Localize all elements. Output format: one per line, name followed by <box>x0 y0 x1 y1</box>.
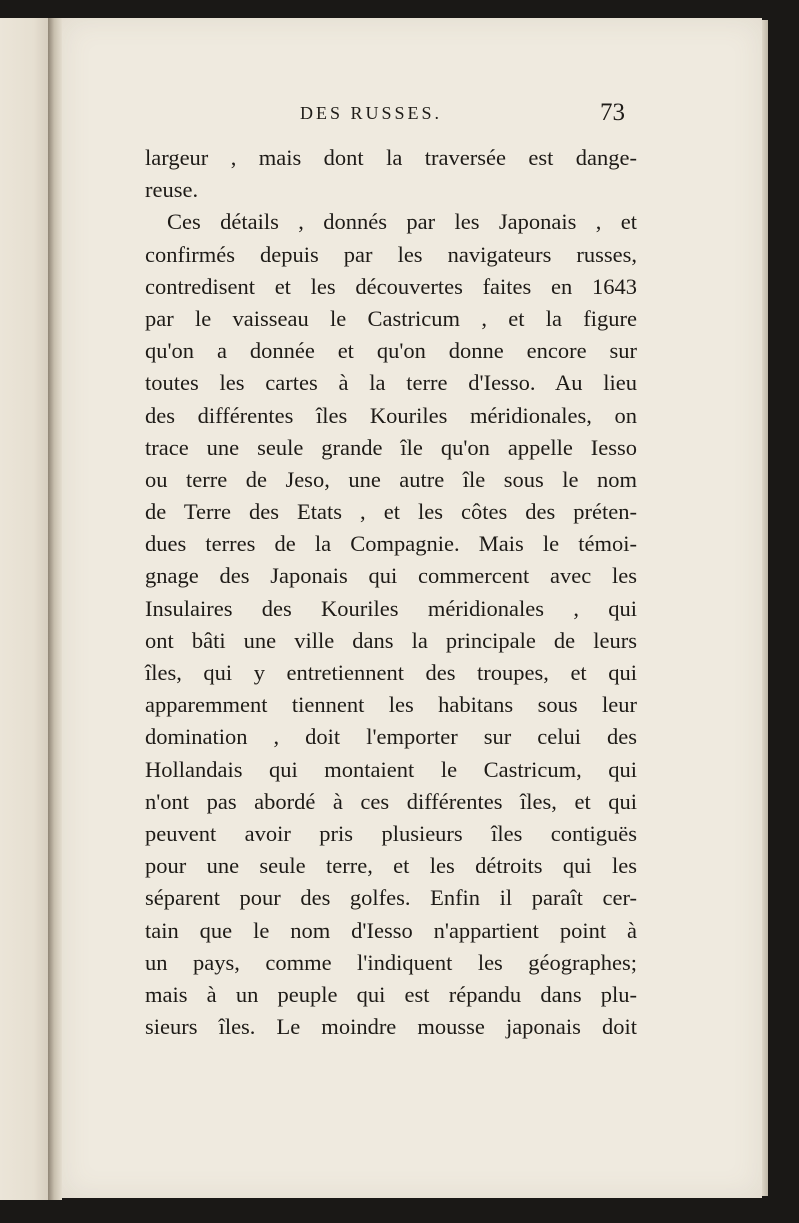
text-line: des différentes îles Kouriles méridionales, on <box>145 402 637 428</box>
text-line: contredisent et les découvertes faites en 1643 <box>145 273 637 299</box>
text-line: peuvent avoir pris plusieurs îles contiguës <box>145 820 637 846</box>
text-line: de Terre des Etats , et les côtes des préten- <box>145 499 637 525</box>
book-gutter <box>48 18 62 1200</box>
text-line: Insulaires des Kouriles méridionales , qui <box>145 595 637 621</box>
text-line: gnage des Japonais qui commercent avec les <box>145 563 637 589</box>
text-line: îles, qui y entretiennent des troupes, et qui <box>145 660 637 685</box>
text-line: ont bâti une ville dans la principale de leurs <box>145 627 637 653</box>
text-line: apparemment tiennent les habitans sous leur <box>145 692 637 718</box>
text-line: dues terres de la Compagnie. Mais le témoi- <box>145 531 637 557</box>
text-line: mais à un peuple qui est répandu dans plu- <box>145 981 637 1007</box>
text-line: pour une seule terre, et les détroits qui les <box>145 853 637 879</box>
text-line: tain que le nom d'Iesso n'appartient point à <box>145 917 637 943</box>
running-head <box>300 103 442 124</box>
text-line: par le vaisseau le Castricum , et la figure <box>145 305 637 331</box>
text-line: un pays, comme l'indiquent les géographes; <box>145 949 637 975</box>
text-line: qu'on a donnée et qu'on donne encore sur <box>145 338 637 364</box>
body-text <box>145 142 637 1043</box>
text-line: confirmés depuis par les navigateurs russes, <box>145 241 637 267</box>
text-line: sieurs îles. Le moindre mousse japonais doit <box>145 1014 637 1040</box>
page-number: 73 <box>600 99 625 126</box>
page-fore-edge <box>762 20 768 1196</box>
text-line: Ces détails , donnés par les Japonais , et <box>167 209 637 235</box>
text-line: Hollandais qui montaient le Castricum, qui <box>145 756 637 782</box>
text-line: toutes les cartes à la terre d'Iesso. Au lieu <box>145 370 637 396</box>
text-line: n'ont pas abordé à ces différentes îles, et qui <box>145 788 637 814</box>
text-line: reuse. <box>145 177 199 203</box>
text-line: trace une seule grande île qu'on appelle Iesso <box>145 434 637 460</box>
text-line: ou terre de Jeso, une autre île sous le nom <box>145 466 637 492</box>
text-line: séparent pour des golfes. Enfin il paraît cer- <box>145 885 637 911</box>
running-head-text: DES RUSSES. <box>300 103 443 123</box>
left-page-edge <box>0 18 49 1200</box>
text-line: largeur , mais dont la traversée est dange- <box>145 145 637 170</box>
text-line: domination , doit l'emporter sur celui des <box>145 724 637 750</box>
